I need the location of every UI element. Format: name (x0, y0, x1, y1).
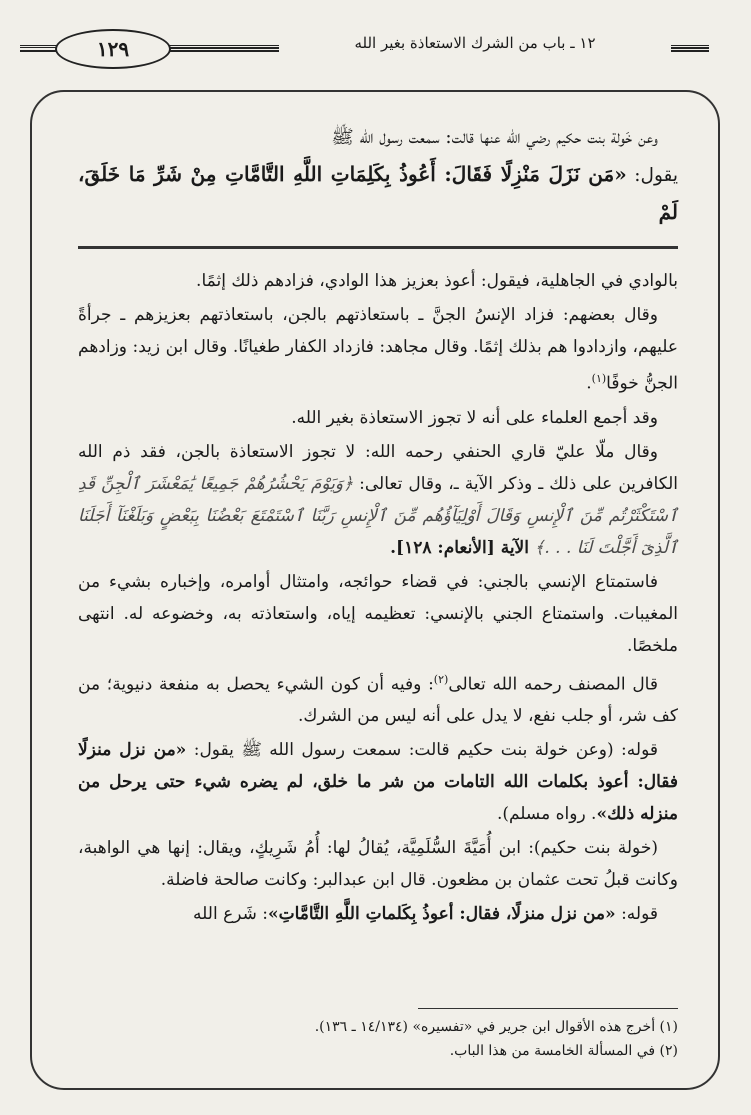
paragraph-9-text-c: : شَرع الله (193, 904, 268, 925)
hadith-block (78, 120, 678, 232)
paragraph-6-text-a: قال المصنف رحمه الله تعالى (448, 674, 658, 695)
paragraph-7-hadith: «من نزل منزلًا فقال: أعوذ بكلمات الله التامات من شر ما خلق، لم يضره شيء حتى يرحل من منزله ذلك» (78, 740, 678, 825)
paragraph-6-text-b: : وفيه أن كون الشيء يحصل به منفعة دنيوية؛ من كف شر، أو جلب نفع، لا يدل على أنه ليس من الشرك. (78, 674, 678, 727)
footnote-ref-1[interactable]: (١) (591, 372, 607, 385)
hadith-text: «مَن نَزَلَ مَنْزِلًا فَقَالَ: أَعُوذُ بِكَلِمَاتِ اللَّهِ التَّامَّاتِ مِنْ شَرِّ مَا خَلَقَ، لَمْ (78, 162, 678, 224)
header-rule-left (20, 45, 60, 48)
paragraph-8: (خولة بنت حكيم): ابن أُمَيَّةَ السُّلَمِيَّة، يُقالُ لها: أُمُ شَرِيكٍ، ويقال: إنها هي الواهبة، وكانت قبلُ تحت عثمان بن مظعون. قال ابن عبدالبر: وكانت صالحة فاضلة. (78, 838, 678, 891)
quran-verse: ﴿وَيَوْمَ يَحْشُرُهُمْ جَمِيعًا يَٰمَعْشَرَ ٱلْجِنِّ قَدِ ٱسْتَكْثَرْتُم مِّنَ ٱلْإِنسِ وَقَالَ أَوْلِيَآؤُهُم مِّنَ ٱلْإِنسِ رَبَّنَا ٱسْتَمْتَعَ بَعْضُنَا بِبَعْضٍ وَبَلَغْنَآ أَجَلَنَا ٱلَّذِىٓ أَجَّلْتَ لَنَا . . .﴾ (78, 473, 678, 558)
footnote-rule (418, 1008, 678, 1009)
paragraph-1: بالوادي في الجاهلية، فيقول: أعوذ بعزيز هذا الوادي، فزادهم ذلك إثمًا. (196, 271, 678, 291)
hadith-intro: وعن خَولة بنت حكيم رضي الله عنها قالت: سمعت رسول الله ﷺ (331, 127, 658, 148)
running-title: ١٢ ـ باب من الشرك الاستعاذة بغير الله (279, 34, 671, 52)
footnote-2: (٢) في المسألة الخامسة من هذا الباب. (449, 1043, 678, 1059)
paragraph-7-text-c: . رواه مسلم). (496, 804, 597, 825)
section-separator (78, 246, 678, 249)
paragraph-4-text: وقال ملّا عليّ قاري الحنفي رحمه الله: لا تجوز الاستعاذة بالجن، فقد ذم الله الكافرين على ذلك ـ وذكر الآية ـ، وقال تعالى: (78, 441, 678, 494)
paragraph-3: وقد أجمع العلماء على أنه لا تجوز الاستعاذة بغير الله. (291, 407, 658, 428)
page-number: ١٢٩ (55, 29, 171, 69)
header-rule-left-2 (20, 50, 60, 52)
footnote-ref-2[interactable]: (٢) (433, 672, 449, 686)
paragraph-9-hadith: «من نزل منزلًا، فقال: أعوذُ بِكَلماتِ اللَّهِ التَّامَّاتِ» (268, 904, 616, 925)
footnote-1: (١) أخرج هذه الأقوال ابن جرير في «تفسيره» (١٤/١٣٤ ـ ١٣٦). (314, 1019, 678, 1035)
paragraph-2 (78, 299, 678, 400)
paragraph-4 (78, 436, 678, 564)
hadith-line (78, 156, 678, 232)
hadith-lead: يقول: (634, 165, 679, 186)
paragraph-7-text-a: قوله: (وعن خولة بنت حكيم قالت: سمعت رسول الله ﷺ يقول: (193, 740, 658, 761)
paragraph-5: فاستمتاع الإنسي بالجني: في قضاء حوائجه، وامتثال أوامره، وإخباره بشيء من المغيبات. واستمتاع الجني بالإنسي: تعظيمه إياه، واستعاذته به، وخضوعه له. انتهى ملخصًا. (78, 571, 678, 656)
verse-reference: الآية [الأنعام: ١٢٨]. (390, 537, 529, 558)
paragraph-9-text-a: قوله: (621, 904, 658, 925)
page-content (78, 120, 678, 932)
paragraph-2-end: . (586, 373, 592, 394)
footnotes (78, 1008, 678, 1063)
paragraph-2-text: وقال بعضهم: فزاد الإنسُ الجنَّ ـ باستعاذتهم بالجن، باستعاذتهم بعزيزهم ـ جرأةً عليهم، وازدادوا هم بذلك إثمًا. وقال مجاهد: فازداد الكفار طغيانًا. وقال ابن زيد: وزادهم الجنُّ خوفًا (78, 305, 678, 394)
paragraph-9 (78, 898, 678, 930)
paragraph-7 (78, 734, 678, 830)
paragraph-6 (78, 664, 678, 733)
